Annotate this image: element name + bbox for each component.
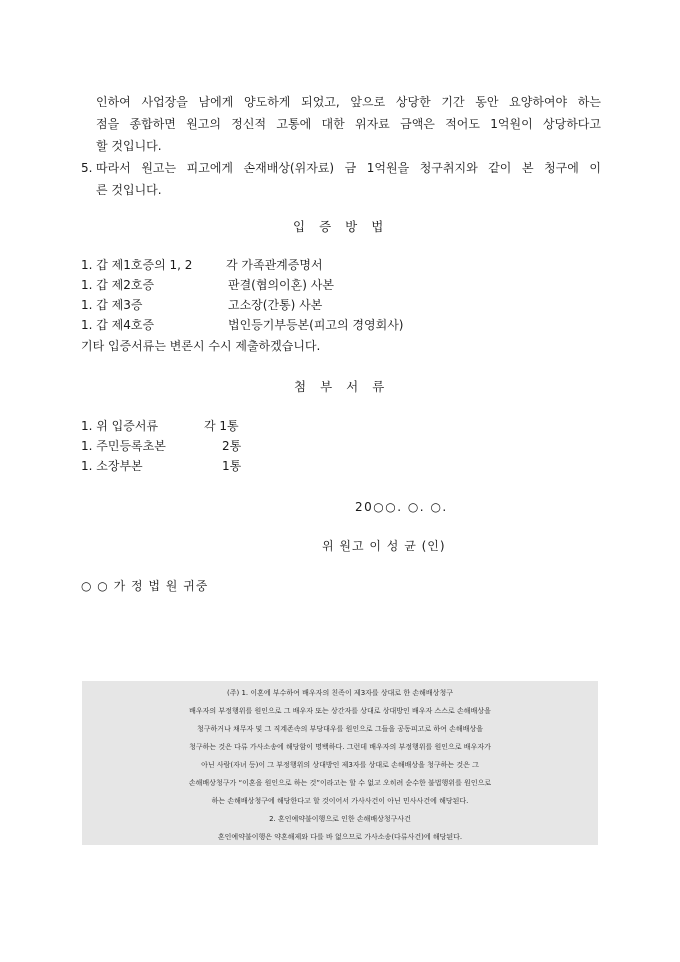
paragraph-5-line-1: 따라서 원고는 피고에게 손재배상(위자료) 금 1억원을 청구취지와 같이 본 청구에 이 [96,161,601,175]
attachment-item-2-count: 2통 [222,439,242,453]
attachment-item-3-label: 1. 소장부본 [81,459,143,473]
evidence-item-3-label: 1. 갑 제3증 [81,298,143,312]
evidence-item-1-desc: 각 가족관계증명서 [226,258,323,272]
footnote-line: 혼인예약불이행은 약혼해제와 다를 바 없으므로 가사소송(다류사건)에 해당된다. [217,833,463,841]
paragraph-4-line-3: 할 것입니다. [96,139,162,153]
footnote-line: 2. 혼인예약불이행으로 인한 손해배상청구사건 [269,815,411,823]
evidence-footer: 기타 입증서류는 변론시 수시 제출하겠습니다. [81,339,321,353]
paragraph-5-number: 5. [81,161,93,175]
footnote-line: 하는 손해배상청구에 해당한다고 할 것이어서 가사사건이 아닌 민사사건에 해당된다. [211,797,469,805]
evidence-item-1-label: 1. 갑 제1호증의 1, 2 [81,258,193,272]
attachments-heading: 첨부서류 [294,379,399,394]
footnote-line: 손해배상청구가 “이혼을 원인으로 하는 것”이라고는 할 수 없고 오히려 순수한 불법행위를 원인으로 [188,779,492,787]
filing-date: 20○○. ○. ○. [355,500,448,514]
footnote-line: 청구하거나 채무자 및 그 직계존속의 부당대우를 원인으로 그들을 공동피고로 하여 손해배상을 [197,725,483,733]
court-addressee: ○ ○ 가 정 법 원 귀중 [81,579,209,593]
evidence-item-2-desc: 판결(협의이혼) 사본 [228,278,334,292]
paragraph-5-line-2: 른 것입니다. [96,183,162,197]
attachment-item-1-label: 1. 위 입증서류 [81,419,159,433]
evidence-item-4-label: 1. 갑 제4호증 [81,318,155,332]
attachment-item-3-count: 1통 [222,459,242,473]
attachment-item-1-count: 각 1통 [204,419,239,433]
attachment-item-2-label: 1. 주민등록초본 [81,439,166,453]
footnote-line: (주) 1. 이혼에 부수하여 배우자의 친족이 제3자를 상대로 한 손해배상청구 [227,689,453,697]
paragraph-4-line-2: 점을 종합하면 원고의 정신적 고통에 대한 위자료 금액은 적어도 1억원이 상당하다고 [96,117,601,131]
footnote-line: 배우자의 부정행위를 원인으로 그 배우자 또는 상간자를 상대로 상대방인 배우자 스스로 손해배상을 [189,707,491,715]
evidence-item-2-label: 1. 갑 제2호증 [81,278,155,292]
footnote-line: 아닌 사람(자녀 등)이 그 부정행위의 상대방인 제3자를 상대로 손해배상을 청구하는 것은 그 [201,761,479,769]
footnote-box [82,681,598,845]
paragraph-4-line-1: 인하여 사업장을 남에게 양도하게 되었고, 앞으로 상당한 기간 동안 요양하여야 하는 [96,95,601,109]
evidence-item-3-desc: 고소장(간통) 사본 [228,298,323,312]
plaintiff-signature: 위 원고 이 성 균 (인) [322,539,446,553]
footnote-line: 청구하는 것은 다류 가사소송에 해당함이 명백하다. 그런데 배우자의 부정행위를 원인으로 배우자가 [189,743,491,751]
evidence-item-4-desc: 법인등기부등본(피고의 경영회사) [228,318,404,332]
evidence-heading: 입증방법 [293,219,398,234]
